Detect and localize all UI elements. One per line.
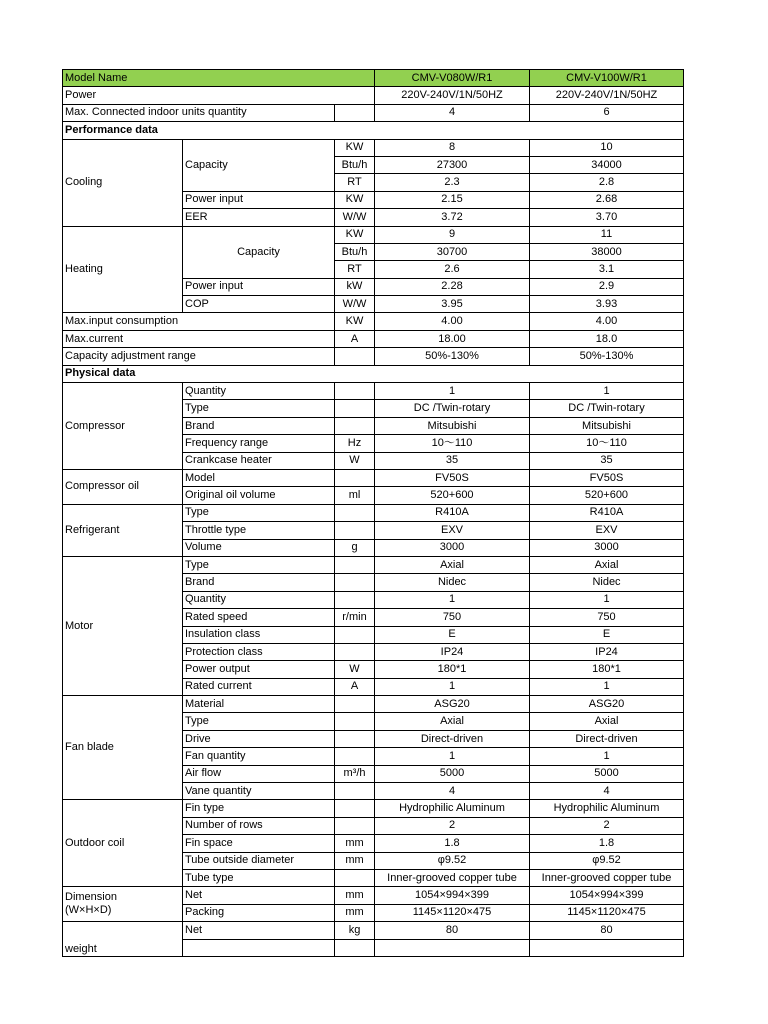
value-model-2: 2.9 (530, 278, 684, 295)
unit-cell: Hz (335, 435, 375, 452)
value-model-1: EXV (375, 522, 530, 539)
unit-cell: ml (335, 487, 375, 504)
value-model-2: 520+600 (530, 487, 684, 504)
value-model-1: 27300 (375, 156, 530, 173)
row-label: Volume (183, 539, 335, 556)
value-model-1: 2.15 (375, 191, 530, 208)
value-model-2: 1 (530, 591, 684, 608)
unit-cell (335, 696, 375, 713)
value-model-1: 3.72 (375, 209, 530, 226)
value-model-1: 220V-240V/1N/50HZ (375, 87, 530, 104)
section-header-row (63, 365, 684, 382)
section-header-performance: Performance data (63, 122, 684, 139)
row-label: Max.input consumption (63, 313, 335, 330)
table-row (63, 87, 684, 104)
value-model-1: 1 (375, 748, 530, 765)
value-model-1: 5000 (375, 765, 530, 782)
row-label: Model (183, 469, 335, 486)
row-label (183, 939, 335, 956)
cooling-capacity-label: Capacity (183, 139, 335, 191)
unit-cell: KW (335, 226, 375, 243)
value-model-2: 3.93 (530, 296, 684, 313)
value-model-2: 2.8 (530, 174, 684, 191)
value-model-1: 180*1 (375, 661, 530, 678)
value-model-2: 10～110 (530, 435, 684, 452)
row-label: Air flow (183, 765, 335, 782)
value-model-1: 1 (375, 591, 530, 608)
table-row (63, 104, 684, 121)
unit-cell: mm (335, 852, 375, 869)
section-header-physical: Physical data (63, 365, 684, 382)
group-label: Compressor (63, 383, 183, 470)
unit-cell: g (335, 539, 375, 556)
value-model-1: 3.95 (375, 296, 530, 313)
value-model-1: Direct-driven (375, 730, 530, 747)
value-model-2: 35 (530, 452, 684, 469)
row-label: Power input (183, 191, 335, 208)
value-model-2: 1145×1120×475 (530, 904, 684, 921)
value-model-1: Inner-grooved copper tube (375, 869, 530, 886)
row-label: Frequency range (183, 435, 335, 452)
value-model-2: EXV (530, 522, 684, 539)
table-row (63, 226, 684, 243)
spec-sheet (62, 69, 683, 955)
unit-cell: mm (335, 835, 375, 852)
unit-cell (335, 626, 375, 643)
unit-cell: m³/h (335, 765, 375, 782)
unit-cell (335, 400, 375, 417)
unit-cell: RT (335, 174, 375, 191)
row-label: Quantity (183, 383, 335, 400)
value-model-1: 1054×994×399 (375, 887, 530, 904)
unit-cell (335, 783, 375, 800)
unit-cell: W (335, 661, 375, 678)
value-model-1: IP24 (375, 643, 530, 660)
value-model-1: 18.00 (375, 330, 530, 347)
unit-cell (335, 417, 375, 434)
unit-cell: KW (335, 191, 375, 208)
value-model-2: 80 (530, 922, 684, 939)
row-label: Protection class (183, 643, 335, 660)
row-label: Power output (183, 661, 335, 678)
unit-cell (335, 504, 375, 521)
row-label: Brand (183, 574, 335, 591)
table-row (63, 313, 684, 330)
row-label: Tube type (183, 869, 335, 886)
table-row (63, 139, 684, 156)
value-model-2: 10 (530, 139, 684, 156)
value-model-2: Direct-driven (530, 730, 684, 747)
value-model-1: Axial (375, 713, 530, 730)
value-model-2: 50%-130% (530, 348, 684, 365)
unit-cell (335, 643, 375, 660)
value-model-1 (375, 939, 530, 956)
value-model-1: 2.28 (375, 278, 530, 295)
value-model-2: ASG20 (530, 696, 684, 713)
group-label: Outdoor coil (63, 800, 183, 887)
value-model-1: 2.6 (375, 261, 530, 278)
row-label: EER (183, 209, 335, 226)
heating-label: Heating (63, 226, 183, 313)
value-model-2: φ9.52 (530, 852, 684, 869)
heating-capacity-label: Capacity (183, 226, 335, 278)
unit-cell (335, 522, 375, 539)
table-row (63, 800, 684, 817)
row-label: Insulation class (183, 626, 335, 643)
value-model-2: 38000 (530, 243, 684, 260)
table-row (63, 504, 684, 521)
value-model-2: IP24 (530, 643, 684, 660)
value-model-1: R410A (375, 504, 530, 521)
row-label: Power input (183, 278, 335, 295)
value-model-2: 18.0 (530, 330, 684, 347)
table-row (63, 887, 684, 904)
value-model-1: 1.8 (375, 835, 530, 852)
unit-cell (335, 556, 375, 573)
value-model-2: R410A (530, 504, 684, 521)
row-label: Drive (183, 730, 335, 747)
unit-cell (335, 869, 375, 886)
value-model-1: 2 (375, 817, 530, 834)
value-model-2: 11 (530, 226, 684, 243)
value-model-2: 3.70 (530, 209, 684, 226)
value-model-1: Hydrophilic Aluminum (375, 800, 530, 817)
value-model-1: 520+600 (375, 487, 530, 504)
row-label: Tube outside diameter (183, 852, 335, 869)
value-model-1: 80 (375, 922, 530, 939)
value-model-1: 35 (375, 452, 530, 469)
value-model-1: DC /Twin-rotary (375, 400, 530, 417)
value-model-2: 1.8 (530, 835, 684, 852)
unit-cell (335, 469, 375, 486)
row-label: Fin type (183, 800, 335, 817)
unit-cell (335, 574, 375, 591)
row-label: Material (183, 696, 335, 713)
row-label: Fan quantity (183, 748, 335, 765)
value-model-1: 1 (375, 678, 530, 695)
unit-cell: A (335, 678, 375, 695)
row-label: Capacity adjustment range (63, 348, 335, 365)
row-label: Max.current (63, 330, 335, 347)
unit-cell: mm (335, 904, 375, 921)
row-label: Quantity (183, 591, 335, 608)
group-label: Dimension (W×H×D) (63, 887, 183, 922)
group-label: weight (63, 922, 183, 957)
row-label: Net (183, 887, 335, 904)
table-row (63, 922, 684, 939)
value-model-2: E (530, 626, 684, 643)
value-model-2: 2 (530, 817, 684, 834)
value-model-2: DC /Twin-rotary (530, 400, 684, 417)
value-model-2: 5000 (530, 765, 684, 782)
value-model-1: 1145×1120×475 (375, 904, 530, 921)
value-model-2: 1 (530, 383, 684, 400)
unit-cell (335, 591, 375, 608)
unit-cell (335, 748, 375, 765)
row-label: Packing (183, 904, 335, 921)
row-label: Fin space (183, 835, 335, 852)
unit-cell: A (335, 330, 375, 347)
unit-cell: W/W (335, 296, 375, 313)
model-1-name: CMV-V080W/R1 (375, 70, 530, 87)
unit-cell (335, 383, 375, 400)
value-model-1: ASG20 (375, 696, 530, 713)
value-model-2: 2.68 (530, 191, 684, 208)
value-model-1: 750 (375, 609, 530, 626)
table-row (63, 330, 684, 347)
value-model-1: 8 (375, 139, 530, 156)
value-model-2: Inner-grooved copper tube (530, 869, 684, 886)
row-label: Type (183, 556, 335, 573)
unit-cell: RT (335, 261, 375, 278)
value-model-1: 2.3 (375, 174, 530, 191)
value-model-1: E (375, 626, 530, 643)
value-model-2: 4 (530, 783, 684, 800)
row-label: COP (183, 296, 335, 313)
row-label: Rated speed (183, 609, 335, 626)
unit-cell: r/min (335, 609, 375, 626)
value-model-1: φ9.52 (375, 852, 530, 869)
value-model-2: 1 (530, 748, 684, 765)
model-name-label: Model Name (63, 70, 375, 87)
value-model-1: 9 (375, 226, 530, 243)
group-label: Compressor oil (63, 469, 183, 504)
group-label: Motor (63, 556, 183, 695)
unit-cell: Btu/h (335, 243, 375, 260)
value-model-2: 4.00 (530, 313, 684, 330)
row-label: Type (183, 400, 335, 417)
value-model-2: Axial (530, 713, 684, 730)
unit-cell (335, 730, 375, 747)
unit-cell: Btu/h (335, 156, 375, 173)
row-label: Throttle type (183, 522, 335, 539)
value-model-1: Mitsubishi (375, 417, 530, 434)
value-model-1: 1 (375, 383, 530, 400)
value-model-1: 3000 (375, 539, 530, 556)
unit-cell (335, 104, 375, 121)
row-label: Vane quantity (183, 783, 335, 800)
value-model-1: 10～110 (375, 435, 530, 452)
value-model-2: 3.1 (530, 261, 684, 278)
value-model-2: 6 (530, 104, 684, 121)
value-model-1: 4 (375, 104, 530, 121)
table-row (63, 556, 684, 573)
model-2-name: CMV-V100W/R1 (530, 70, 684, 87)
unit-cell (335, 939, 375, 956)
unit-cell: KW (335, 139, 375, 156)
unit-cell: W (335, 452, 375, 469)
value-model-2: 220V-240V/1N/50HZ (530, 87, 684, 104)
row-label: Power (63, 87, 375, 104)
value-model-2: 180*1 (530, 661, 684, 678)
table-row (63, 696, 684, 713)
table-row (63, 348, 684, 365)
value-model-1: FV50S (375, 469, 530, 486)
row-label: Original oil volume (183, 487, 335, 504)
row-label: Number of rows (183, 817, 335, 834)
model-name-row (63, 70, 684, 87)
value-model-1: Axial (375, 556, 530, 573)
row-label: Max. Connected indoor units quantity (63, 104, 335, 121)
unit-cell (335, 348, 375, 365)
row-label: Type (183, 504, 335, 521)
row-label: Type (183, 713, 335, 730)
unit-cell: W/W (335, 209, 375, 226)
value-model-2: FV50S (530, 469, 684, 486)
value-model-1: 4.00 (375, 313, 530, 330)
value-model-1: Nidec (375, 574, 530, 591)
unit-cell: KW (335, 313, 375, 330)
value-model-1: 30700 (375, 243, 530, 260)
value-model-2: 1054×994×399 (530, 887, 684, 904)
unit-cell (335, 817, 375, 834)
unit-cell (335, 800, 375, 817)
value-model-2: 750 (530, 609, 684, 626)
group-label: Fan blade (63, 696, 183, 800)
value-model-1: 50%-130% (375, 348, 530, 365)
value-model-2: 1 (530, 678, 684, 695)
value-model-2: Axial (530, 556, 684, 573)
cooling-label: Cooling (63, 139, 183, 226)
section-header-row (63, 122, 684, 139)
table-row (63, 469, 684, 486)
group-label: Refrigerant (63, 504, 183, 556)
value-model-2: Mitsubishi (530, 417, 684, 434)
value-model-2: 34000 (530, 156, 684, 173)
unit-cell: mm (335, 887, 375, 904)
row-label: Rated current (183, 678, 335, 695)
row-label: Brand (183, 417, 335, 434)
spec-table (62, 69, 684, 957)
unit-cell: kW (335, 278, 375, 295)
unit-cell (335, 713, 375, 730)
unit-cell: kg (335, 922, 375, 939)
value-model-2: 3000 (530, 539, 684, 556)
value-model-2: Hydrophilic Aluminum (530, 800, 684, 817)
value-model-2: Nidec (530, 574, 684, 591)
row-label: Net (183, 922, 335, 939)
table-row (63, 383, 684, 400)
value-model-2 (530, 939, 684, 956)
row-label: Crankcase heater (183, 452, 335, 469)
value-model-1: 4 (375, 783, 530, 800)
